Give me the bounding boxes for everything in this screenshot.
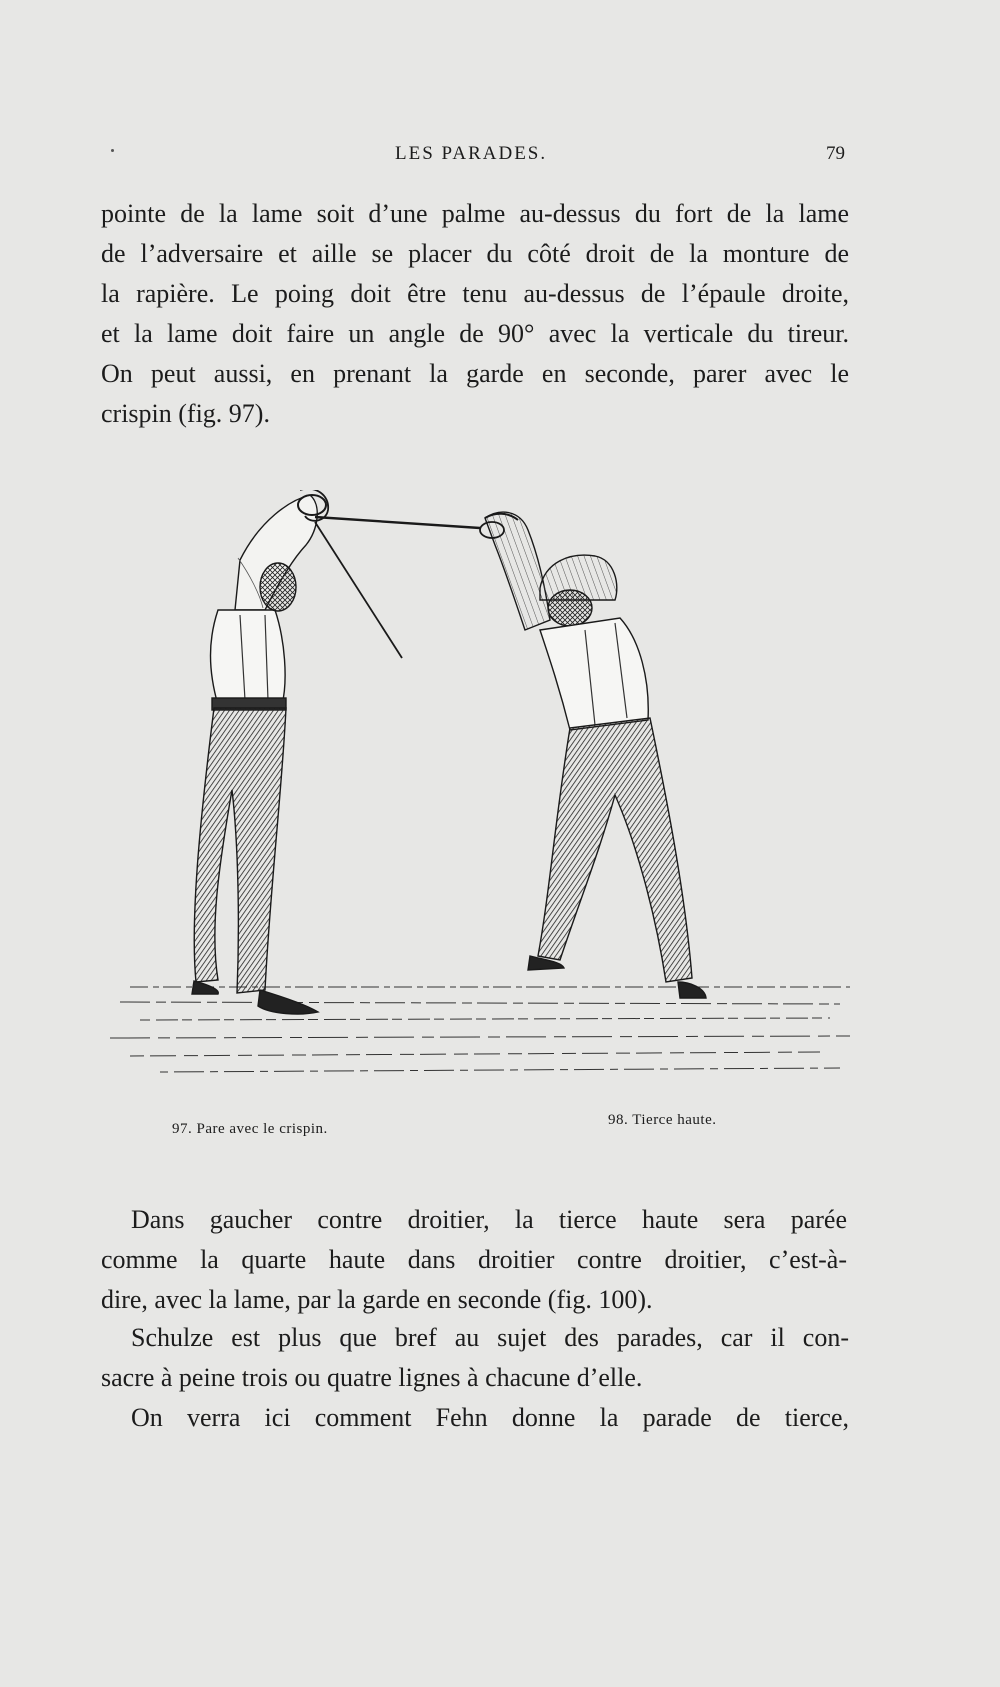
ink-speck [111,149,114,152]
ground-lines [110,987,850,1072]
paragraph-3 [101,1318,849,1398]
paragraph-4 [101,1398,849,1438]
text-line: et la lame doit faire un angle de 90° avec la verticale du tireur. [101,319,849,348]
paragraph-1 [101,194,849,434]
right-fencer [480,512,706,998]
text-line: sacre à peine trois ou quatre lignes à chacune d’elle. [101,1363,643,1392]
text-line: de l’adversaire et aille se placer du côté droit de la monture de [101,239,849,268]
fencers-illustration [100,490,860,1110]
page-number: 79 [826,143,845,164]
text-line: Dans gaucher contre droitier, la tierce haute sera parée [131,1205,847,1234]
text-line: On verra ici comment Fehn donne la parade de tierce, [131,1403,849,1432]
text-line: comme la quarte haute dans droitier contre droitier, c’est-à- [101,1245,847,1274]
text-line: crispin (fig. 97). [101,399,270,428]
blades [315,517,480,658]
left-fencer [192,490,328,1014]
paragraph-2 [101,1200,847,1320]
text-line: la rapière. Le poing doit être tenu au-dessus de l’épaule droite, [101,279,849,308]
text-line: On peut aussi, en prenant la garde en seconde, parer avec le [101,359,849,388]
text-line: pointe de la lame soit d’une palme au-dessus du fort de la lame [101,199,849,228]
engraving-fencers [100,490,860,1110]
running-head [0,143,1000,173]
text-line: dire, avec la lame, par la garde en seconde (fig. 100). [101,1285,653,1314]
running-title: LES PARADES. [395,143,548,164]
figure-caption-98: 98. Tierce haute. [608,1112,717,1128]
text-line: Schulze est plus que bref au sujet des parades, car il con- [131,1323,849,1352]
figure-caption-97: 97. Pare avec le crispin. [172,1121,328,1137]
